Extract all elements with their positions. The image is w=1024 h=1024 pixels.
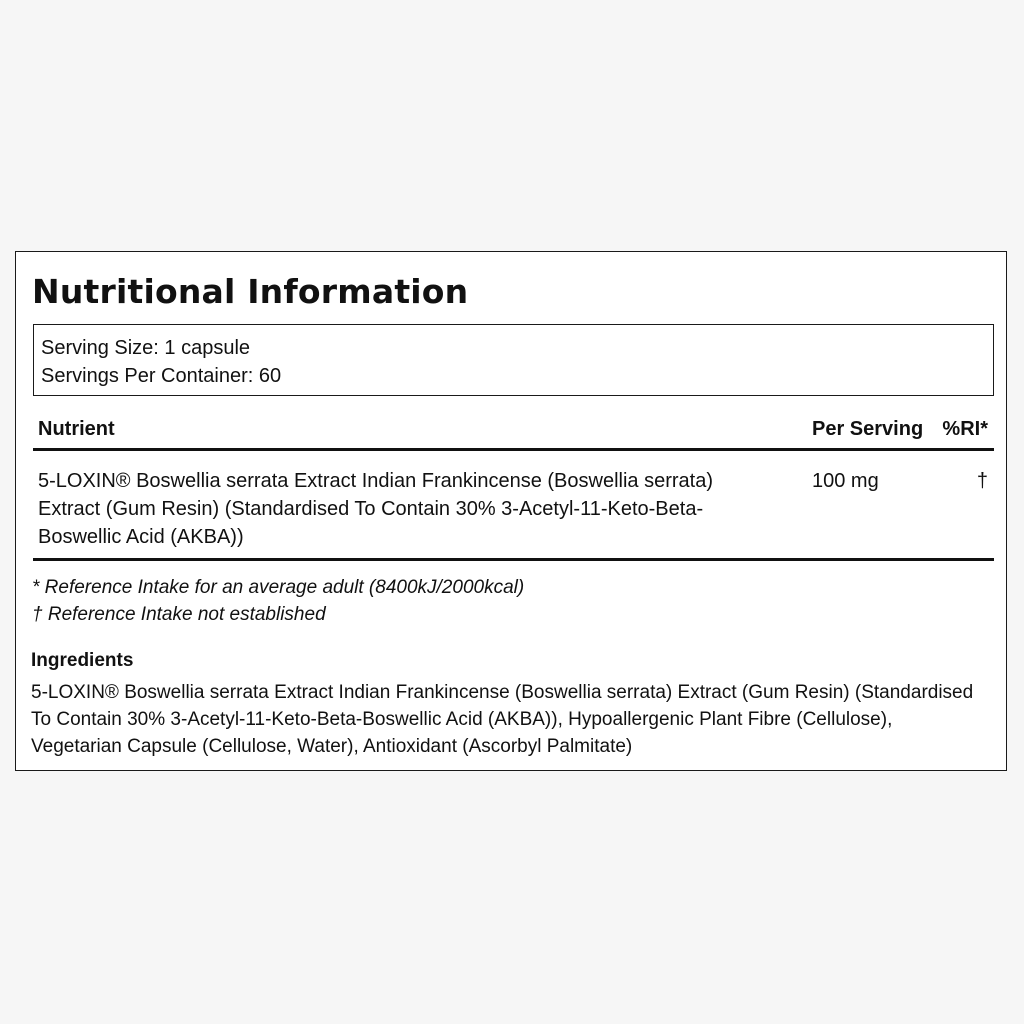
nutrient-amount: 100 mg — [812, 470, 879, 492]
table-row — [33, 465, 994, 561]
ingredients-title: Ingredients — [31, 650, 134, 671]
footnote-ri: * Reference Intake for an average adult (8400kJ/2000kcal) — [32, 577, 525, 598]
header-ri: %RI* — [942, 418, 988, 440]
footnotes — [32, 574, 524, 628]
ingredients-text: 5-LOXIN® Boswellia serrata Extract Indian Frankincense (Boswellia serrata) Extract (Gum Resin) (Standardised To Contain 30% 3-Acetyl-11-Keto-Beta-Boswellic Acid (AKBA)), Hypoallergenic Plant Fibre (Cellulose), Vegetarian Capsule (Cellulose, Water), Antioxidant (Ascorbyl Palmitate) — [31, 682, 974, 757]
footnote-not-established: † Reference Intake not established — [32, 604, 326, 625]
serving-size: Serving Size: 1 capsule — [41, 337, 251, 359]
header-nutrient: Nutrient — [38, 418, 115, 440]
table-header — [33, 414, 994, 451]
nutrient-name: 5-LOXIN® Boswellia serrata Extract Indian Frankincense (Boswellia serrata) Extract (Gum Resin) (Standardised To Contain 30% 3-Acetyl-11-Keto-Beta-Boswellic Acid (AKBA)) — [38, 470, 713, 548]
header-per-serving: Per Serving — [812, 418, 924, 440]
nutrient-ri: † — [976, 470, 988, 492]
servings-per-container: Servings Per Container: 60 — [41, 365, 282, 387]
page-title: Nutritional Information — [32, 272, 469, 311]
nutrition-panel — [15, 251, 1007, 771]
serving-info-box — [33, 324, 994, 396]
